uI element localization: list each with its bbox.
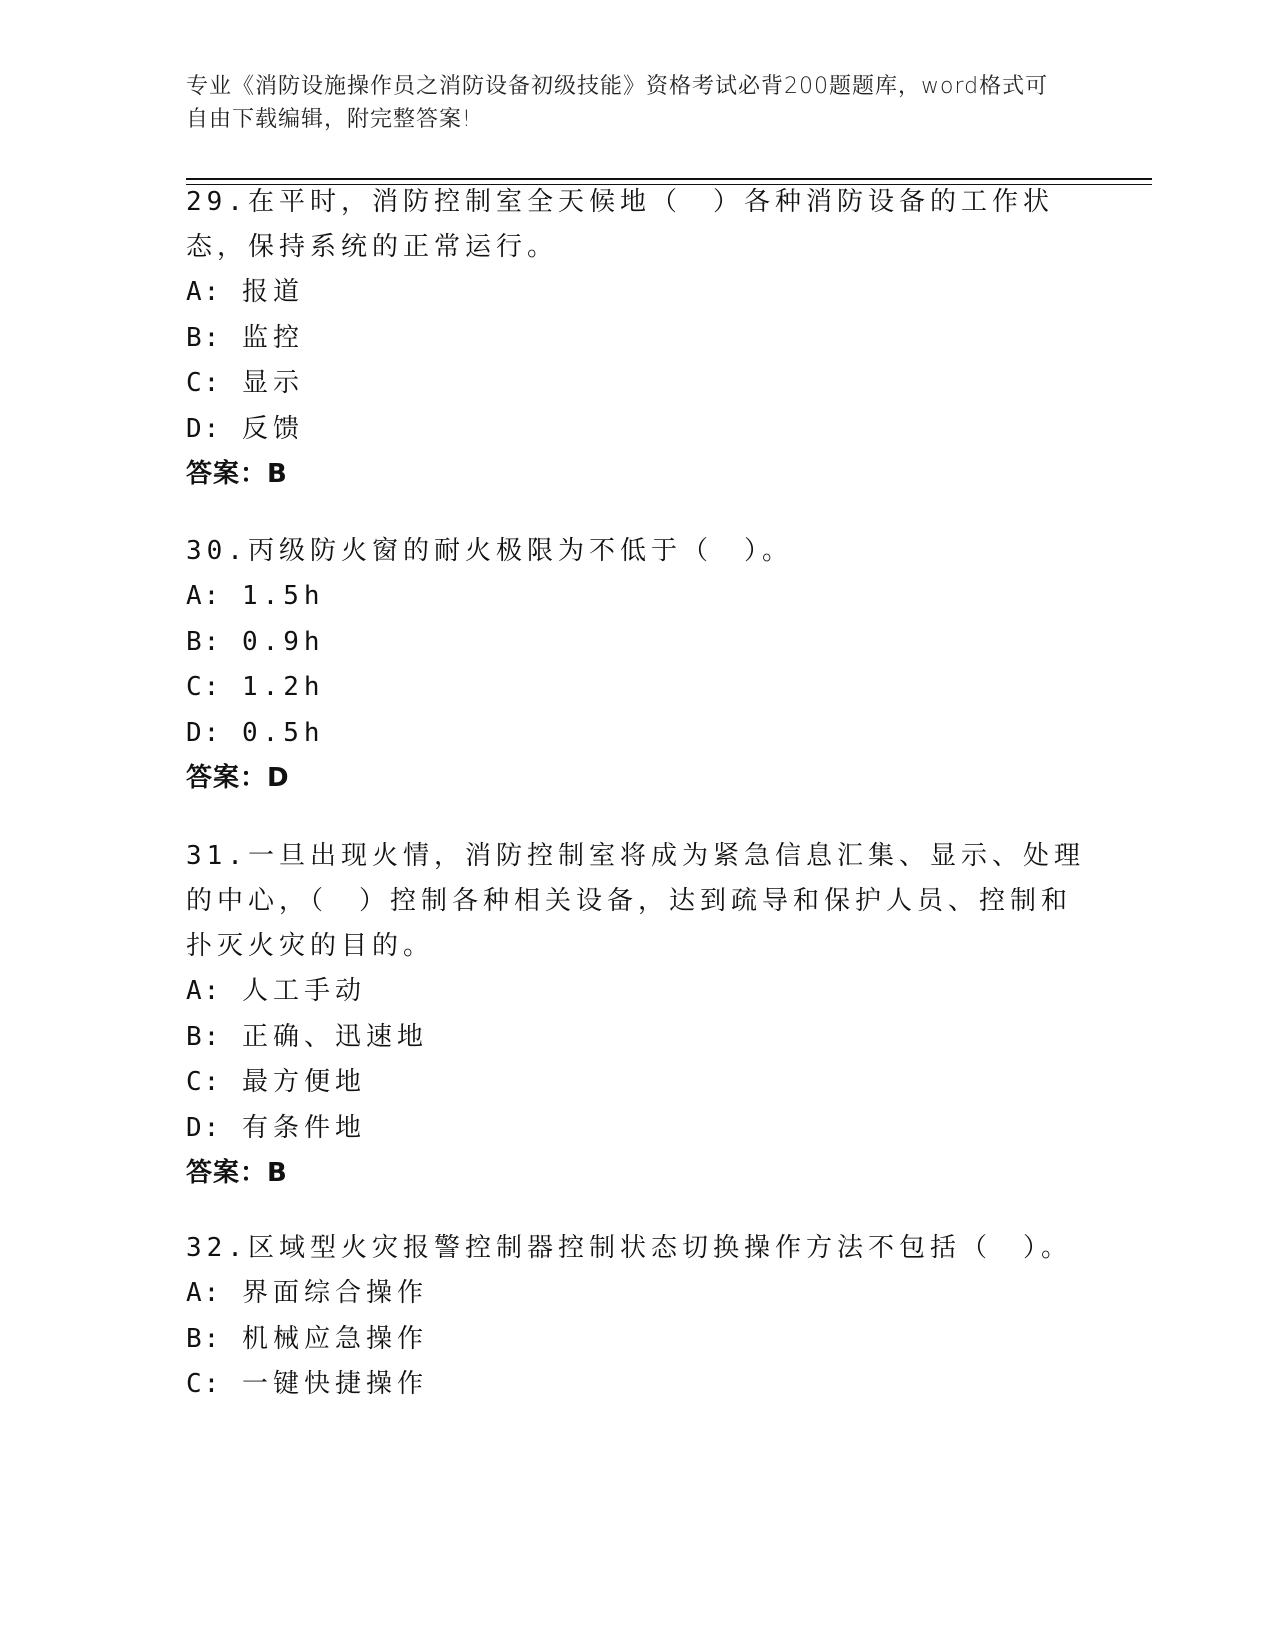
option-letter: C: <box>186 1067 222 1097</box>
option-label: 显示 <box>241 368 304 398</box>
option-d <box>186 407 1086 453</box>
question-31 <box>186 834 1086 1196</box>
option-label: 1.2h <box>241 672 325 702</box>
option-label: 报道 <box>241 277 304 307</box>
option-letter: B: <box>186 626 222 657</box>
question-text: 29.在平时，消防控制室全天候地（ ）各种消防设备的工作状态，保持系统的正常运行。 <box>186 187 1054 262</box>
option-label: 0.5h <box>241 717 325 748</box>
question-29 <box>186 180 1086 497</box>
option-label: 人工手动 <box>241 976 366 1006</box>
option-d <box>186 711 1086 757</box>
option-letter: C: <box>186 1369 222 1399</box>
option-label: 正确、迅速地 <box>241 1021 428 1052</box>
option-letter: A: <box>186 1278 222 1308</box>
option-letter: D: <box>186 413 222 444</box>
option-letter: B: <box>186 1021 222 1052</box>
option-d <box>186 1106 1086 1152</box>
option-label: 最方便地 <box>241 1067 366 1097</box>
option-label: 1.5h <box>241 581 325 611</box>
option-c <box>186 1362 1086 1408</box>
option-b <box>186 316 1086 362</box>
option-label: 监控 <box>241 322 304 353</box>
option-letter: D: <box>186 717 222 748</box>
option-label: 界面综合操作 <box>241 1278 428 1308</box>
option-label: 有条件地 <box>241 1112 366 1143</box>
option-letter: C: <box>186 368 222 398</box>
option-a <box>186 969 1086 1015</box>
option-letter: A: <box>186 581 222 611</box>
question-32 <box>186 1226 1086 1408</box>
question-30 <box>186 529 1086 801</box>
question-text: 31.一旦出现火情，消防控制室将成为紧急信息汇集、显示、处理的中心，（ ）控制各种相关设备，达到疏导和保护人员、控制和扑灭火灾的目的。 <box>186 841 1085 961</box>
option-b <box>186 1015 1086 1061</box>
option-a <box>186 270 1086 316</box>
question-text: 32.区域型火灾报警控制器控制状态切换操作方法不包括（ ）。 <box>186 1233 1072 1263</box>
option-letter: B: <box>186 1323 222 1354</box>
option-c <box>186 665 1086 711</box>
option-b <box>186 1317 1086 1363</box>
option-c <box>186 1060 1086 1106</box>
question-text: 30.丙级防火窗的耐火极限为不低于（ ）。 <box>186 536 793 566</box>
option-letter: D: <box>186 1112 222 1143</box>
option-label: 0.9h <box>241 626 325 657</box>
option-label: 一键快捷操作 <box>241 1369 428 1399</box>
option-label: 机械应急操作 <box>241 1323 428 1354</box>
answer: 答案：D <box>186 763 290 793</box>
document-header: 专业《消防设施操作员之消防设备初级技能》资格考试必背200题题库，word格式可自由下载编辑，附完整答案! <box>186 74 1049 132</box>
answer: 答案：B <box>186 459 288 489</box>
option-letter: A: <box>186 976 222 1006</box>
answer: 答案：B <box>186 1158 288 1188</box>
option-b <box>186 620 1086 666</box>
option-letter: B: <box>186 322 222 353</box>
option-letter: C: <box>186 672 222 702</box>
option-letter: A: <box>186 277 222 307</box>
option-a <box>186 574 1086 620</box>
option-label: 反馈 <box>241 413 304 444</box>
option-c <box>186 361 1086 407</box>
option-a <box>186 1271 1086 1317</box>
